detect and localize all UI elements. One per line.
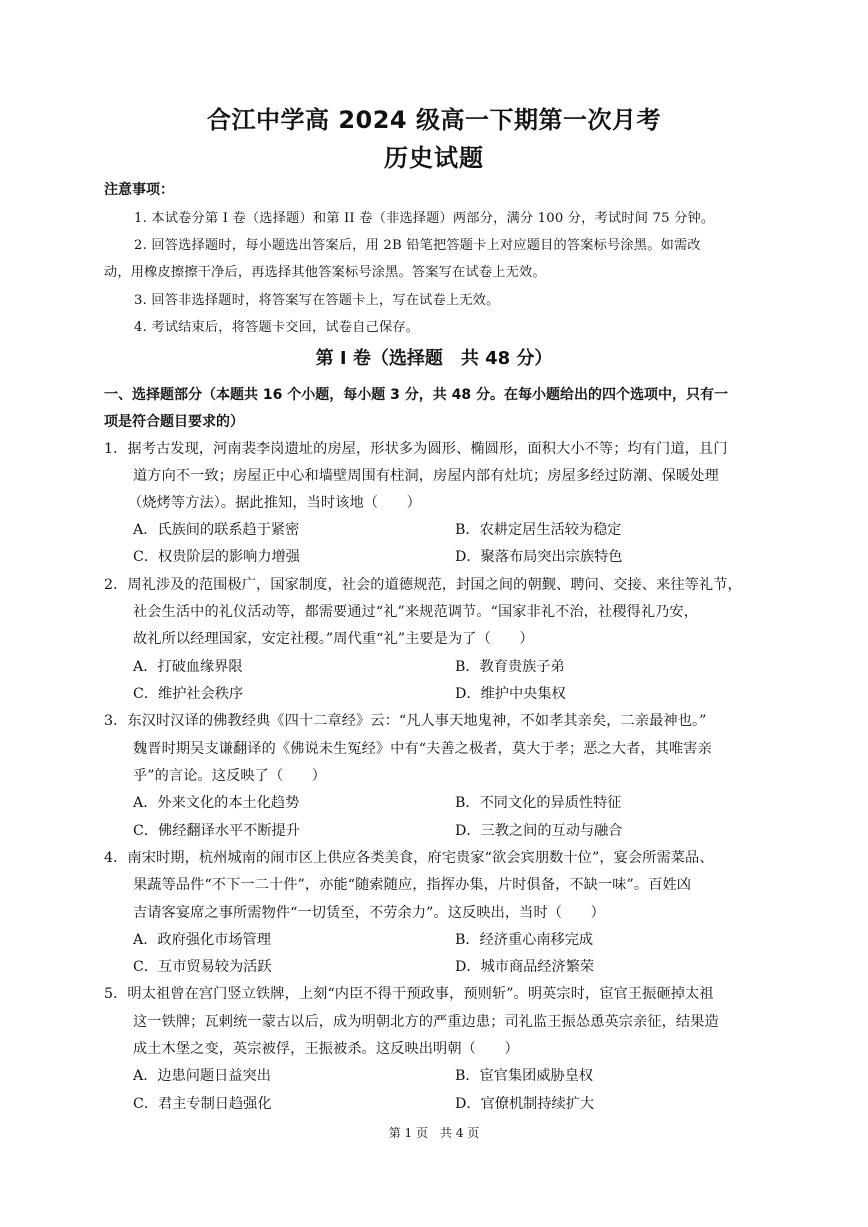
question-5-option-c: C．君主专制日趋强化 <box>133 1096 272 1112</box>
question-2-line-3: 故礼所以经理国家，安定社稷。”周代重“礼”主要是为了（ ） <box>133 631 534 647</box>
question-5-line-2: 这一铁牌；瓦剌统一蒙古以后，成为明朝北方的严重边患；司礼监王振怂恿英宗亲征，结果造 <box>133 1014 719 1030</box>
question-2-option-b: B．教育贵族子弟 <box>455 659 565 675</box>
part-instruction-line-2: 项是符合题目要求的） <box>104 414 244 430</box>
notice-line-5: 4. 考试结束后，将答题卡交回，试卷自己保存。 <box>134 320 420 335</box>
question-4-option-c: C．互市贸易较为活跃 <box>133 959 272 975</box>
notice-line-3: 动，用橡皮擦擦干净后，再选择其他答案标号涂黑。答案写在试卷上无效。 <box>104 265 546 280</box>
question-1-option-c: C．权贵阶层的影响力增强 <box>133 549 300 565</box>
page-footer: 第 1 页 共 4 页 <box>388 1126 480 1140</box>
notice-line-4: 3. 回答非选择题时，将答案写在答题卡上，写在试卷上无效。 <box>134 293 500 308</box>
question-1-option-d: D．聚落布局突出宗族特色 <box>455 549 623 565</box>
question-2-line-2: 社会生活中的礼仪活动等，都需要通过“礼”来规范调节。“国家非礼不治，社稷得礼乃安， <box>133 604 698 620</box>
question-1-line-2: 道方向不一致；房屋正中心和墙壁周围有柱洞，房屋内部有灶坑；房屋多经过防潮、保暖处理 <box>133 468 719 484</box>
question-4-option-a: A．政府强化市场管理 <box>133 932 271 948</box>
question-3-option-c: C．佛经翻译水平不断提升 <box>133 823 300 839</box>
question-3-option-b: B．不同文化的异质性特征 <box>455 795 622 811</box>
question-3-line-1: 3．东汉时汉译的佛教经典《四十二章经》云：“凡人事天地鬼神，不如孝其亲矣，二亲最神也。” <box>104 713 707 729</box>
question-4-line-1: 4．南宋时期，杭州城南的闹市区上供应各类美食，府宅贵家“欲会宾朋数十位”，宴会所需菜品、 <box>104 850 714 866</box>
question-5-option-b: B．宦官集团威胁皇权 <box>455 1068 594 1084</box>
question-5-line-3: 成土木堡之变，英宗被俘，王振被杀。这反映出明朝（ ） <box>133 1041 519 1057</box>
notice-line-2: 2. 回答选择题时，每小题选出答案后，用 2B 铅笔把答题卡上对应题目的答案标号涂黑。如需改 <box>134 238 701 253</box>
part-instruction-line-1: 一、选择题部分（本题共 16 个小题，每小题 3 分，共 48 分。在每小题给出的四个选项中，只有一 <box>104 387 728 403</box>
exam-subtitle: 历史试题 <box>384 144 484 172</box>
question-2-option-d: D．维护中央集权 <box>455 686 566 702</box>
section-title: 第 I 卷（选择题 共 48 分） <box>315 348 553 369</box>
question-4-line-3: 吉请客宴席之事所需物件“一切赁至，不劳余力”。这反映出，当时（ ） <box>133 905 605 921</box>
question-2-line-1: 2．周礼涉及的范围极广，国家制度，社会的道德规范，封国之间的朝觐、聘问、交接、来往等礼节， <box>104 577 742 593</box>
question-1-line-1: 1．据考古发现，河南裴李岗遗址的房屋，形状多为圆形、椭圆形，面积大小不等；均有门道，且门 <box>104 441 728 457</box>
question-4-option-b: B．经济重心南移完成 <box>455 932 594 948</box>
exam-title: 合江中学高 2024 级高一下期第一次月考 <box>206 106 661 134</box>
question-3-option-d: D．三教之间的互动与融合 <box>455 823 623 839</box>
notice-heading: 注意事项： <box>104 182 174 198</box>
question-1-option-b: B．农耕定居生活较为稳定 <box>455 522 622 538</box>
question-3-line-3: 乎”的言论。这反映了（ ） <box>133 768 327 784</box>
notice-line-1: 1. 本试卷分第 I 卷（选择题）和第 II 卷（非选择题）两部分，满分 100 分，考试时间 75 分钟。 <box>134 211 715 226</box>
question-3-option-a: A．外来文化的本土化趋势 <box>133 795 300 811</box>
question-5-line-1: 5．明太祖曾在宫门竖立铁牌，上刻“内臣不得干预政事，预则斩”。明英宗时，宦官王振砸掉太祖 <box>104 986 714 1002</box>
question-1-option-a: A．氏族间的联系趋于紧密 <box>133 522 300 538</box>
question-2-option-c: C．维护社会秩序 <box>133 686 244 702</box>
question-5-option-d: D．官僚机制持续扩大 <box>455 1096 595 1112</box>
question-3-line-2: 魏晋时期吴支谦翻译的《佛说未生冤经》中有“夫善之极者，莫大于孝；恶之大者，其唯害亲 <box>133 741 712 757</box>
question-1-line-3: （烧烤等方法）。据此推知，当时该地（ ） <box>128 495 421 511</box>
question-4-line-2: 果蔬等品件“不下一二十件”，亦能“随索随应，指挥办集，片时俱备，不缺一味”。百姓凶 <box>133 877 692 893</box>
question-2-option-a: A．打破血缘界限 <box>133 659 243 675</box>
question-5-option-a: A．边患问题日益突出 <box>133 1068 271 1084</box>
question-4-option-d: D．城市商品经济繁荣 <box>455 959 595 975</box>
